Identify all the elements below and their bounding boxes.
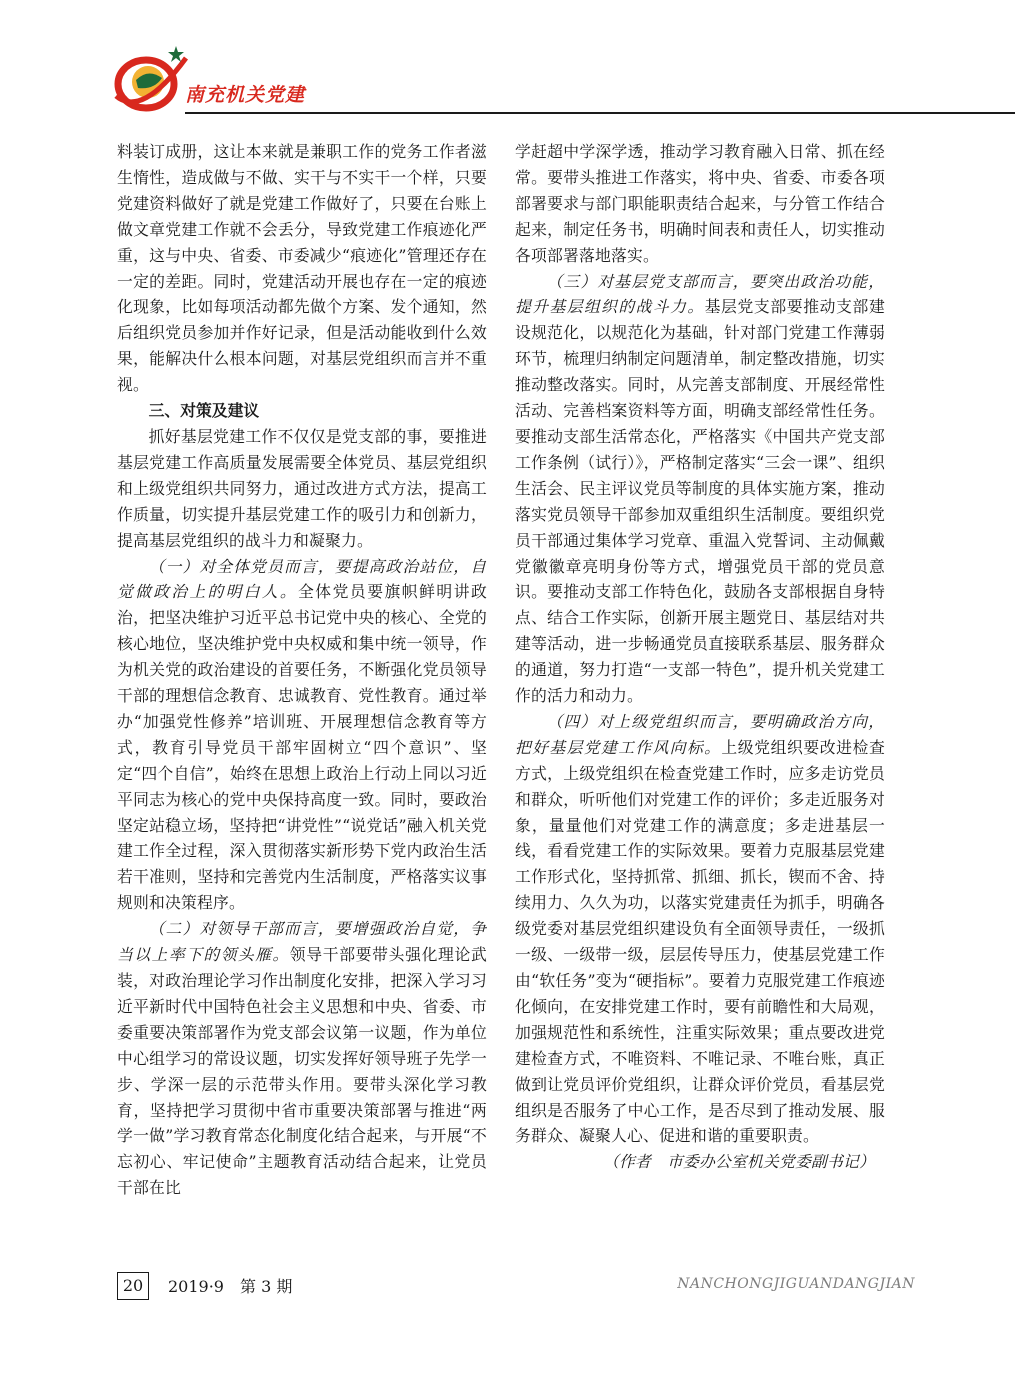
header-rule [185, 112, 1015, 114]
footer-publication-mark: NANCHONGJIGUANDANGJIAN [677, 1276, 915, 1292]
paragraph-text: 上级党组织要改进检查方式，上级党组织在检查党建工作时，应多走访党员和群众，听听他们对党建工作的评价；多走近服务对象，量量他们对党建工作的满意度；多走进基层一线，看看党建工作的实际效果。要着力克服基层党建工作形式化，坚持抓常、抓细、抓长，锲而不舍、持续用力、久久为功，以落实党建责任为抓手，明确各级党委对基层党组织建设负有全面领导责任，一级抓一级、一级带一级，层层传导压力，使基层党建工作由“软任务”变为“硬指标”。要着力克服党建工作痕迹化倾向，在安排党建工作时，要有前瞻性和大局观，加强规范性和系统性，注重实际效果；重点要改进党建检查方式，不唯资料、不唯记录、不唯台账，真正做到让党员评价党组织，让群众评价党员，看基层党组织是否服务了中心工作，是否尽到了推动发展、服务群众、凝聚人心、促进和谐的重要职责。 [515, 737, 885, 1146]
author-signature [515, 1149, 885, 1175]
article-left-column [117, 139, 487, 1201]
paragraph-text: 全体党员要旗帜鲜明讲政治，把坚决维护习近平总书记党中央的核心、全党的核心地位，坚决维护党中央权威和集中统一领导，作为机关党的政治建设的首要任务，不断强化党员领导干部的理想信念教育、忠诚教育、党性教育。通过举办“加强党性修养”培训班、开展理想信念教育等方式，教育引导党员干部牢固树立“四个意识”、坚定“四个自信”，始终在思想上政治上行动上同以习近平同志为核心的党中央保持高度一致。同时，要政治坚定站稳立场，坚持把“讲党性”“说党话”融入机关党建工作全过程，深入贯彻落实新形势下党内政治生活若干准则，坚持和完善党内生活制度，严格落实议事规则和决策程序。 [117, 582, 487, 913]
paragraph-text: 领导干部要带头强化理论武装，对政治理论学习作出制度化安排，把深入学习习近平新时代中国特色社会主义思想和中央、省委、市委重要决策部署作为党支部会议第一议题，作为单位中心组学习的常设议题，切实发挥好领导班子先学一步、学深一层的示范带头作用。要带头深化学习教育，坚持把学习贯彻中省市重要决策部署与推进“两学一做”学习教育常态化制度化结合起来，与开展“不忘初心、牢记使命”主题教育活动结合起来，让党员干部在比 [117, 945, 487, 1198]
page-header [0, 0, 1015, 125]
issue-label: 2019·9 第 3 期 [168, 1277, 293, 1296]
paragraph-text: 学赶超中学深学透，推动学习教育融入日常、抓在经常。要带头推进工作落实，将中央、省委、市委各项部署要求与部门职能职责结合起来，与分管工作结合起来，制定任务书，明确时间表和责任人，切实推动各项部署落地落实。 [515, 142, 885, 265]
page-footer [0, 1268, 1015, 1308]
article-right-column [515, 139, 885, 1175]
paragraph-text: 基层党支部要推动支部建设规范化，以规范化为基础，针对部门党建工作薄弱环节，梳理归纳制定问题清单，制定整改措施，切实推动整改落实。同时，从完善支部制度、开展经常性活动、完善档案资料等方面，明确支部经常性任务。要推动支部生活常态化，严格落实《中国共产党支部工作条例（试行）》，严格制定落实“三会一课”、组织生活会、民主评议党员等制度的具体实施方案，推动落实党员领导干部参加双重组织生活制度。要组织党员干部通过集体学习党章、重温入党誓词、主动佩戴党徽徽章亮明身份等方式，增强党员干部的党员意识。要推动支部工作特色化，鼓励各支部根据自身特点、结合工作实际，创新开展主题党日、基层结对共建等活动，进一步畅通党员直接联系基层、服务群众的通道，努力打造“一支部一特色”，提升机关党建工作的活力和动力。 [515, 297, 885, 706]
party-building-logo-icon [112, 40, 192, 120]
publication-title: 南充机关党建 [185, 84, 306, 106]
paragraph [117, 139, 487, 398]
paragraph [117, 554, 487, 917]
section-heading: 三、对策及建议 [148, 401, 260, 421]
paragraph-lead: （三）对基层党支部而言，要突出政治功能，提升基层组织的战斗力。 [515, 271, 885, 317]
paragraph [515, 139, 885, 269]
paragraph-lead: （四）对上级党组织而言，要明确政治方向，把好基层党建工作风向标。 [515, 711, 885, 757]
paragraph-text: 抓好基层党建工作不仅仅是党支部的事，要推进基层党建工作高质量发展需要全体党员、基层党组织和上级党组织共同努力，通过改进方式方法，提高工作质量，切实提升基层党建工作的吸引力和创新力，提高基层党组织的战斗力和凝聚力。 [117, 426, 487, 550]
paragraph [117, 916, 487, 1201]
paragraph-text: （作者 市委办公室机关党委副书记） [603, 1152, 875, 1172]
page-number: 20 [117, 1272, 149, 1300]
paragraph-lead: （二）对领导干部而言，要增强政治自觉，争当以上率下的领头雁。 [117, 919, 487, 965]
paragraph [515, 269, 885, 709]
paragraph [515, 709, 885, 1149]
paragraph-lead: （一）对全体党员而言，要提高政治站位，自觉做政治上的明白人。 [117, 556, 487, 602]
paragraph [117, 424, 487, 554]
paragraph-text: 料装订成册，这让本来就是兼职工作的党务工作者滋生惰性，造成做与不做、实干与不实干一个样，只要党建资料做好了就是党建工作做好了，只要在台账上做文章党建工作就不会丢分，导致党建工作痕迹化严重，这与中央、省委、市委减少“痕迹化”管理还存在一定的差距。同时，党建活动开展也存在一定的痕迹化现象，比如每项活动都先做个方案、发个通知，然后组织党员参加并作好记录，但是活动能收到什么效果，能解决什么根本问题，对基层党组织而言并不重视。 [117, 142, 487, 395]
